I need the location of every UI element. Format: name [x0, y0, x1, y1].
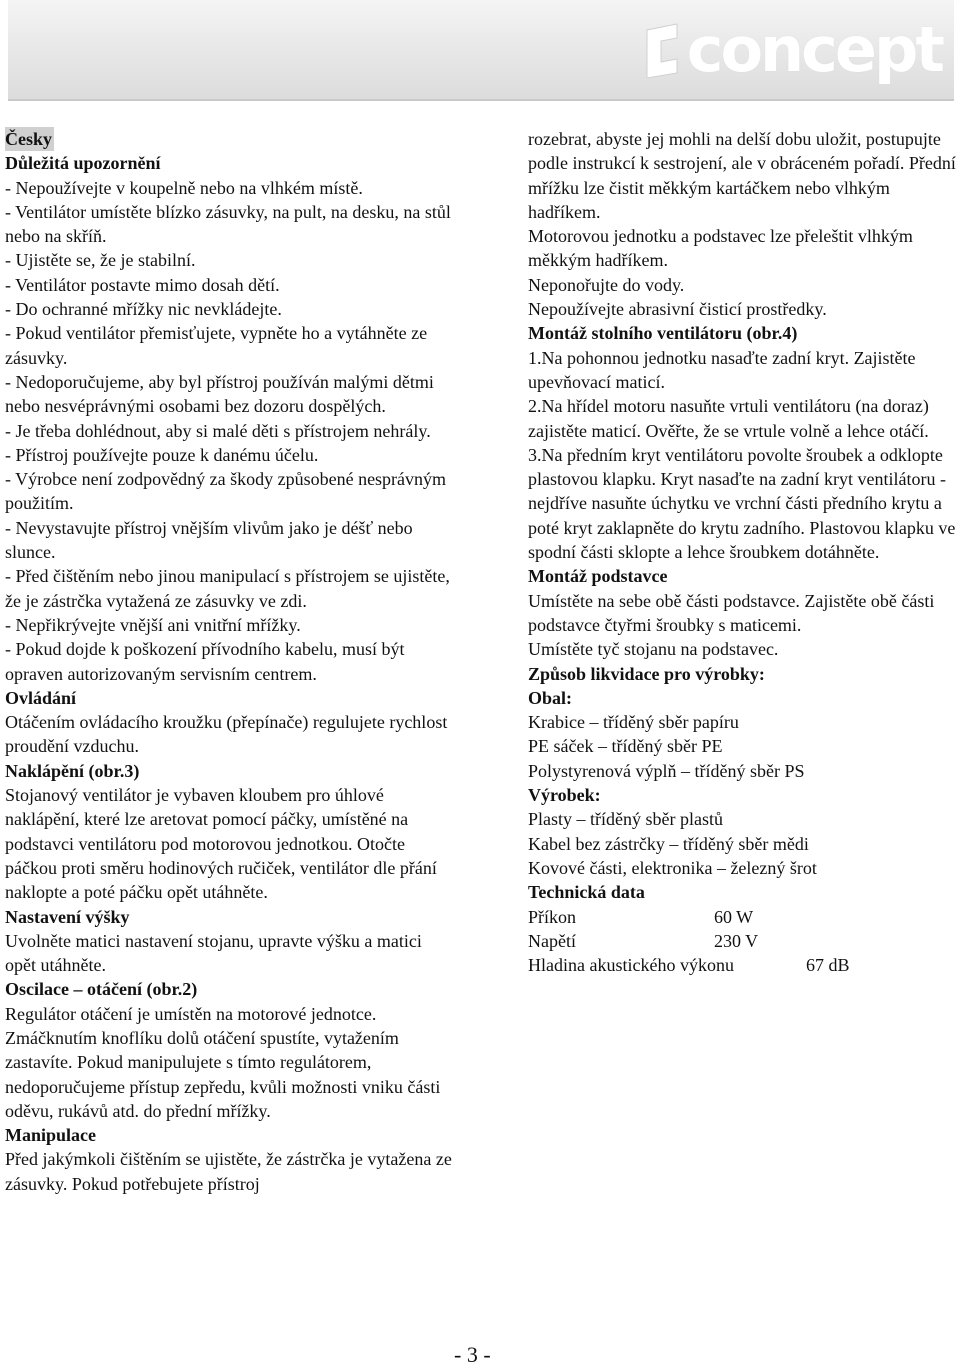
spec-value: 230 V: [714, 930, 759, 951]
brand-logo-text: concept: [686, 13, 942, 86]
warning-item: - Přístroj používejte pouze k danému účelu.: [5, 444, 319, 465]
warning-item: - Je třeba dohlédnout, aby si malé děti s přístrojem nehrály.: [5, 420, 431, 441]
desk-assembly-heading: Montáž stolního ventilátoru (obr.4): [528, 323, 798, 344]
page-number: - 3 -: [454, 1342, 491, 1367]
cleaning-text: Nepoužívejte abrasivní čisticí prostředky.: [528, 299, 827, 320]
product-item: Kovové části, elektronika – železný šrot: [528, 857, 817, 878]
right-column: [528, 127, 958, 977]
control-text: Otáčením ovládacího kroužku (přepínače) regulujete rychlost proudění vzduchu.: [5, 712, 448, 757]
spec-row-power: [528, 905, 958, 929]
handling-heading: Manipulace: [5, 1125, 97, 1146]
warning-item: - Pokud dojde k poškození přívodního kabelu, musí být opraven autorizovaným servisním centrem.: [5, 639, 405, 684]
warning-item: - Ujistěte se, že je stabilní.: [5, 250, 196, 271]
warning-item: - Do ochranné mřížky nic nevkládejte.: [5, 299, 282, 320]
tilt-text: Stojanový ventilátor je vybaven kloubem pro úhlové naklápění, které lze aretovat pomocí páčky, umístěné na podstavci ventilátoru pod motorovou jednotkou. Otočte páčkou proti směru hodinových ručiček, ventilátor dle přání naklopte a poté páčku opět utáhněte.: [5, 785, 437, 903]
packaging-item: PE sáček – tříděný sběr PE: [528, 736, 723, 757]
oscillation-heading: Oscilace – otáčení (obr.2): [5, 979, 198, 1000]
spec-label: Příkon: [528, 906, 577, 927]
desk-assembly-step: 1.Na pohonnou jednotku nasaďte zadní kryt. Zajistěte upevňovací maticí.: [528, 347, 916, 392]
warning-item: - Pokud ventilátor přemisťujete, vypněte ho a vytáhněte ze zásuvky.: [5, 323, 428, 368]
spec-label: Hladina akustického výkonu: [528, 955, 734, 976]
brand-logo: [643, 14, 942, 86]
warning-item: - Ventilátor postavte mimo dosah dětí.: [5, 274, 280, 295]
disposal-heading: Způsob likvidace pro výrobky:: [528, 663, 765, 684]
concept-logo-icon: [643, 22, 685, 78]
handling-text: Před jakýmkoli čištěním se ujistěte, že zástrčka je vytažena ze zásuvky. Pokud potřebujete přístroj: [5, 1149, 452, 1194]
cleaning-text: Neponořujte do vody.: [528, 274, 685, 295]
height-heading: Nastavení výšky: [5, 906, 130, 927]
base-assembly-text: Umístěte na sebe obě části podstavce. Zajistěte obě části podstavce čtyřmi šroubky s maticemi.: [528, 590, 935, 635]
spec-row-voltage: [528, 929, 958, 953]
warnings-heading: Důležitá upozornění: [5, 153, 161, 174]
product-item: Kabel bez zástrčky – tříděný sběr mědi: [528, 833, 809, 854]
spec-label: Napětí: [528, 930, 576, 951]
warning-item: - Výrobce není zodpovědný za škody způsobené nesprávným použitím.: [5, 469, 447, 514]
warning-item: - Nepoužívejte v koupelně nebo na vlhkém místě.: [5, 177, 363, 198]
warning-item: - Nedoporučujeme, aby byl přístroj používán malými dětmi nebo nesvéprávnými osobami bez dozoru dospělých.: [5, 371, 434, 417]
packaging-item: Polystyrenová výplň – tříděný sběr PS: [528, 760, 805, 781]
base-assembly-text: Umístěte tyč stojanu na podstavec.: [528, 639, 779, 660]
spec-value: 60 W: [714, 906, 754, 927]
tech-data-heading: Technická data: [528, 882, 645, 903]
warning-item: - Nepřikrývejte vnější ani vnitřní mřížky.: [5, 614, 301, 635]
base-assembly-heading: Montáž podstavce: [528, 566, 668, 587]
desk-assembly-step: 3.Na předním kryt ventilátoru povolte šroubek a odklopte plastovou klapku. Kryt nasaďte na zadní kryt ventilátoru - nejdříve nasuňte úchytku ve vrchní části předního krytu a poté kryt zaklapněte do krytu zadního. Plastovou klapku ve spodní části sklopte a lehce šroubkem dotáhněte.: [528, 444, 956, 563]
cleaning-text: Motorovou jednotku a podstavec lze přeleštit vlhkým měkkým hadříkem.: [528, 226, 913, 271]
packaging-heading: Obal:: [528, 687, 573, 708]
spec-value: 67 dB: [806, 955, 850, 976]
product-heading: Výrobek:: [528, 785, 601, 806]
spec-row-noise: [528, 953, 958, 977]
warning-item: - Ventilátor umístěte blízko zásuvky, na pult, na desku, na stůl nebo na skříň.: [5, 201, 451, 247]
desk-assembly-step: 2.Na hřídel motoru nasuňte vrtuli ventilátoru (na doraz) zajistěte maticí. Ověřte, že se vrtule volně a lehce otáčí.: [528, 396, 929, 441]
left-column: [5, 127, 453, 1196]
page-header: [8, 0, 954, 101]
packaging-item: Krabice – tříděný sběr papíru: [528, 712, 739, 733]
language-heading: Česky: [5, 127, 453, 151]
warning-item: - Před čištěním nebo jinou manipulací s přístrojem se ujistěte, že je zástrčka vytažená ze zásuvky ve zdi.: [5, 566, 450, 611]
control-heading: Ovládání: [5, 687, 77, 708]
cleaning-text: rozebrat, abyste jej mohli na delší dobu uložit, postupujte podle instrukcí k sestrojení, ale v obráceném pořadí. Přední mřížku lze čistit měkkým kartáčkem nebo vlhkým hadříkem.: [528, 129, 956, 222]
oscillation-text: Regulátor otáčení je umístěn na motorové jednotce. Zmáčknutím knoflíku dolů otáčení spustíte, vytažením zastavíte. Pokud manipulujete s tímto regulátorem, nedoporučujeme přístup zepředu, kvůli možnosti vniku části oděvu, rukávů atd. do přední mřížky.: [5, 1003, 441, 1121]
height-text: Uvolněte matici nastavení stojanu, upravte výšku a matici opět utáhněte.: [5, 930, 422, 976]
warning-item: - Nevystavujte přístroj vnějším vlivům jako je déšť nebo slunce.: [5, 517, 413, 563]
product-item: Plasty – tříděný sběr plastů: [528, 809, 723, 830]
tilt-heading: Naklápění (obr.3): [5, 760, 140, 781]
